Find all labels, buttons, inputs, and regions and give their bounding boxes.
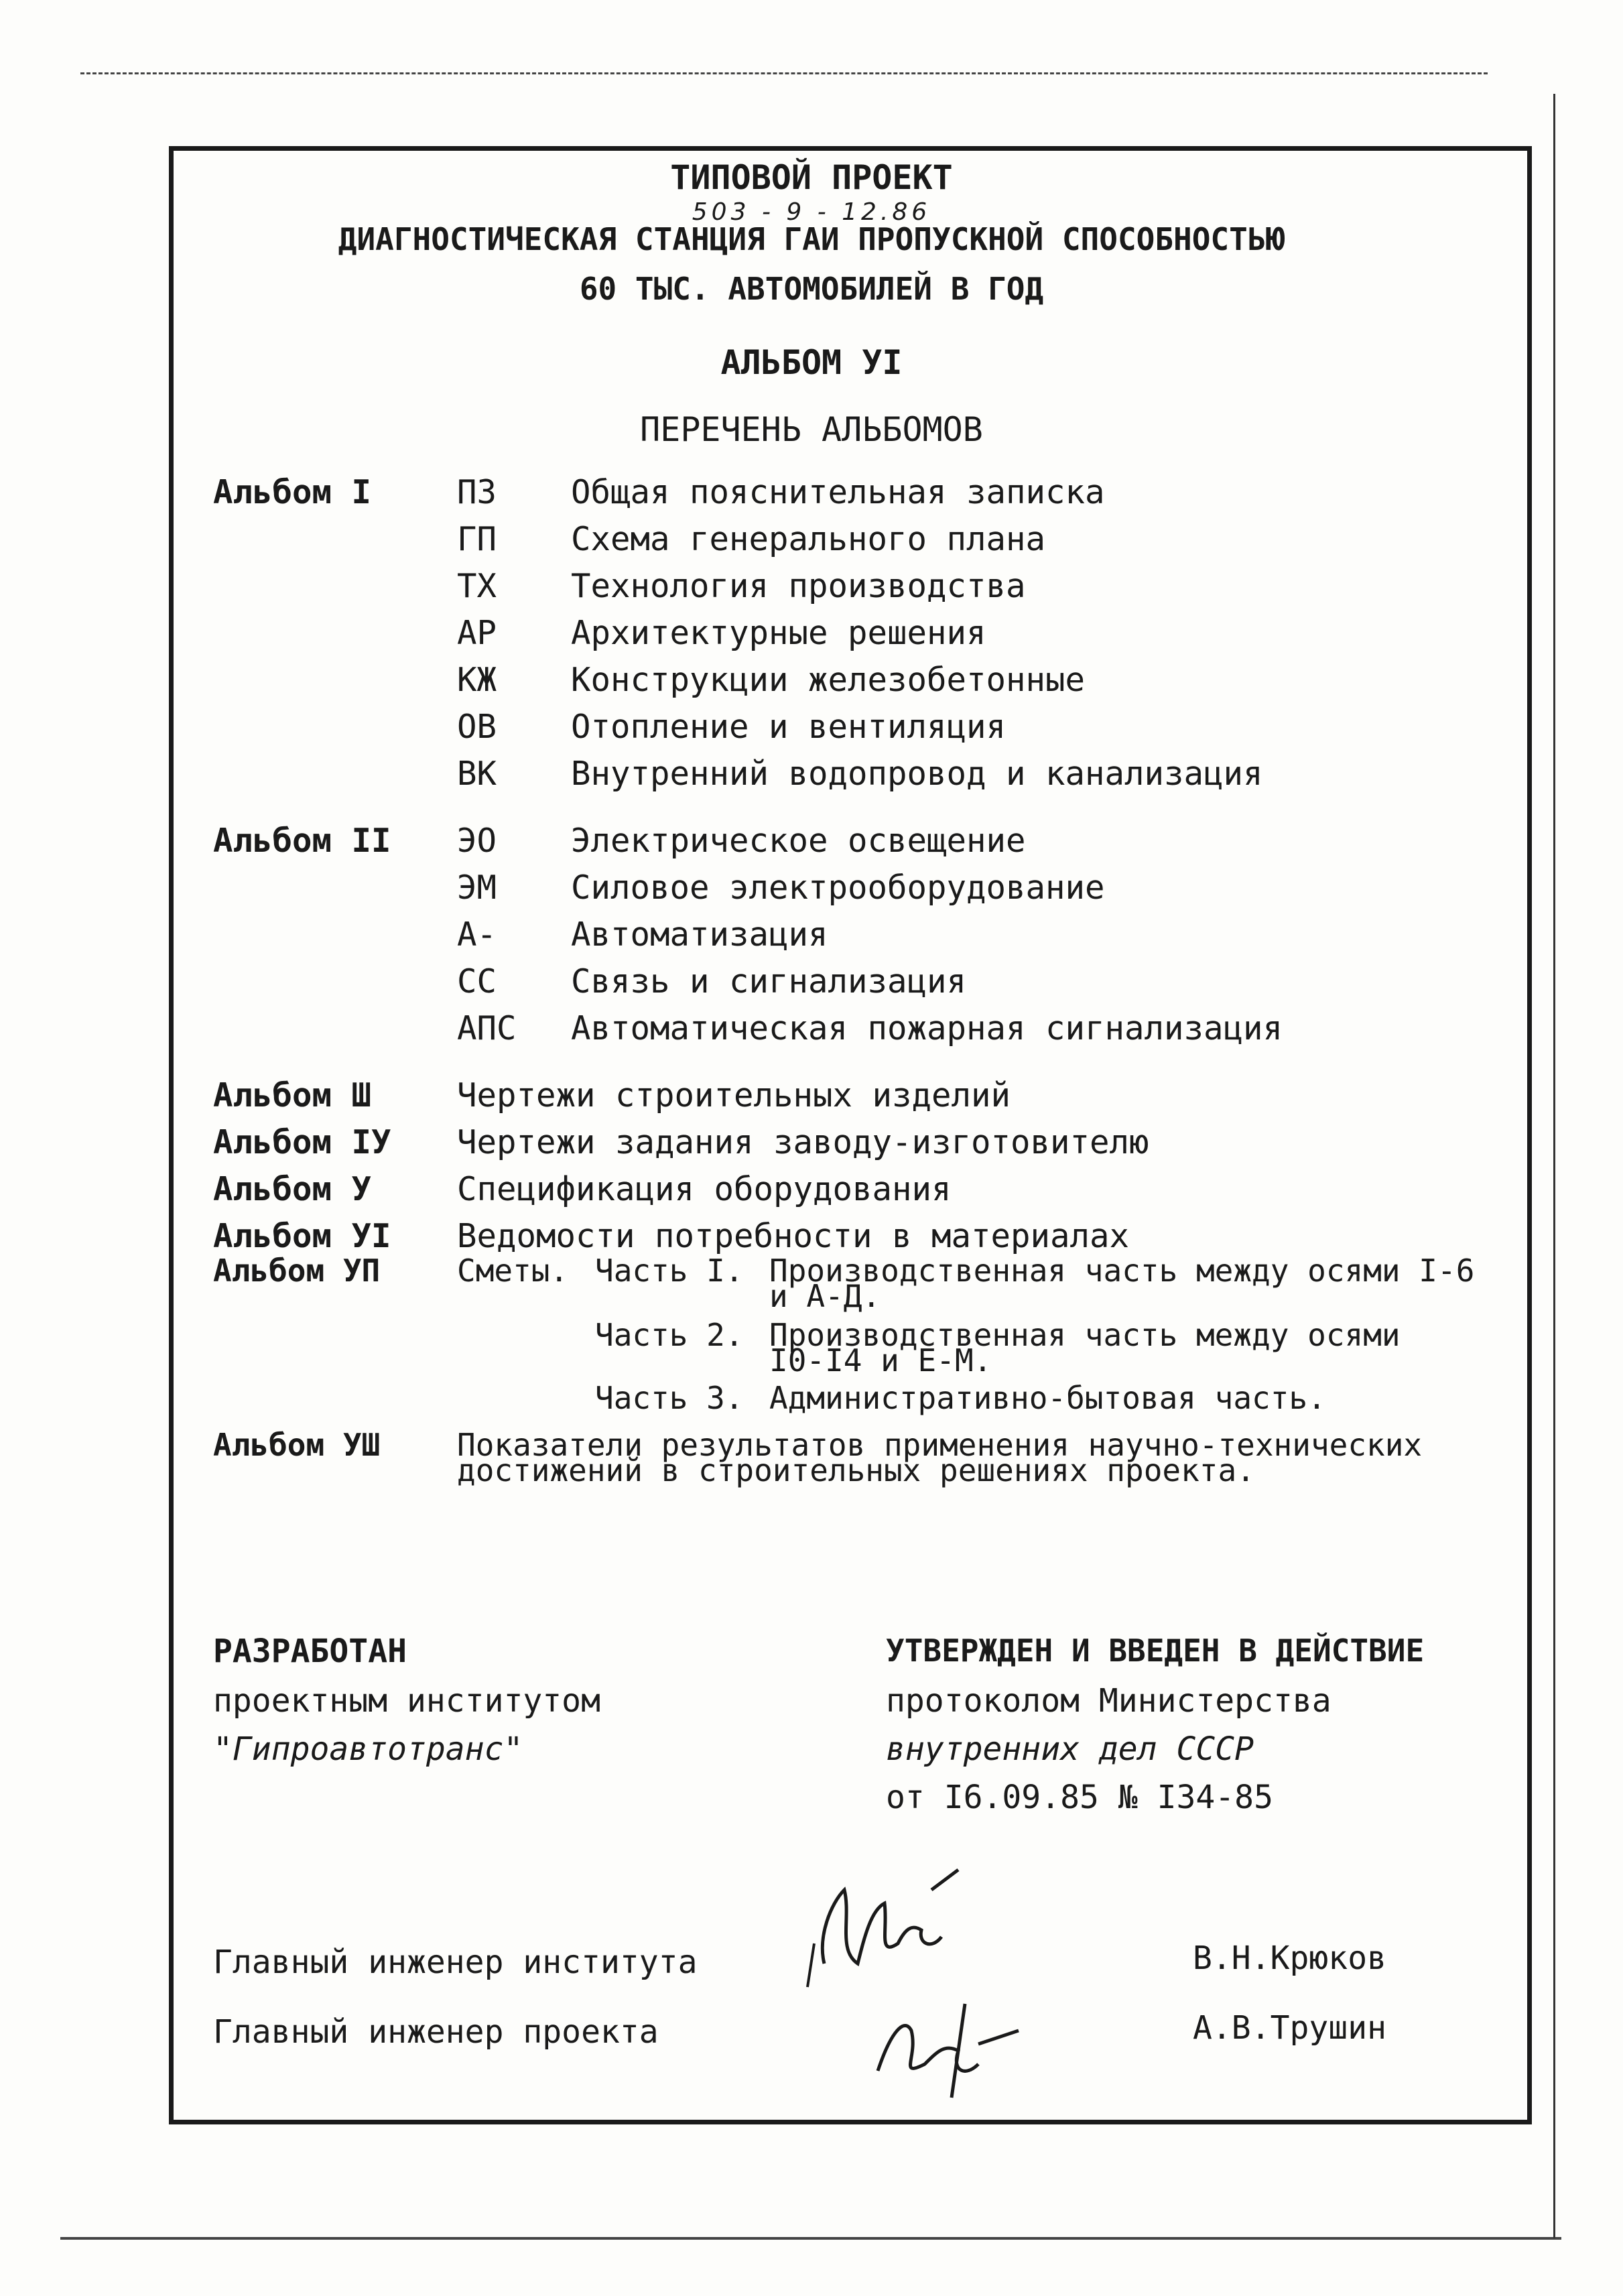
list-heading: ПЕРЕЧЕНЬ АЛЬБОМОВ <box>640 410 983 449</box>
album-1-text-6: Отопление и вентиляция <box>571 708 1007 746</box>
album-1-label: Альбом I <box>213 473 372 511</box>
part-3-line1: Административно-бытовая часть. <box>769 1380 1326 1416</box>
album-5-label: Альбом У <box>213 1170 372 1208</box>
album-1-code-2: ГП <box>457 520 497 558</box>
signature-role-1: Главный инженер института <box>213 1943 698 1981</box>
album-2-code-3: А- <box>457 915 497 954</box>
scan-edge-top <box>80 72 1488 74</box>
signature-role-2: Главный инженер проекта <box>213 2013 659 2051</box>
part-1-line2: и А-Д. <box>769 1278 881 1314</box>
approval-heading: УТВЕРЖДЕН И ВВЕДЕН В ДЕЙСТВИЕ <box>886 1633 1425 1669</box>
part-2-line2: I0-I4 и Е-М. <box>769 1342 992 1379</box>
part-2-label: Часть 2. <box>595 1317 744 1353</box>
album-3-text: Чертежи строительных изделий <box>457 1076 1011 1114</box>
album-2-code-1: ЭО <box>457 822 497 860</box>
album-1-text-3: Технология производства <box>571 567 1026 605</box>
album-2-text-1: Электрическое освещение <box>571 822 1026 860</box>
album-7 <box>0 1253 1623 1418</box>
part-2-line1: Производственная часть между осями <box>769 1317 1401 1353</box>
album-1-code-7: ВК <box>457 755 497 793</box>
album-6-text: Ведомости потребности в материалах <box>457 1217 1130 1255</box>
developer-line2: "Гипроавтотранс" <box>213 1730 523 1768</box>
album-2-code-4: СС <box>457 962 497 1001</box>
album-2-list <box>0 822 1623 1063</box>
album-2-text-2: Силовое электрооборудование <box>571 869 1105 907</box>
document-title: ТИПОВОЙ ПРОЕКТ <box>670 158 953 197</box>
album-1-list <box>0 473 1623 808</box>
album-1-text-5: Конструкции железобетонные <box>571 661 1086 699</box>
album-1-text-1: Общая пояснительная записка <box>571 473 1105 511</box>
album-8-label: Альбом УШ <box>213 1427 381 1463</box>
album-2-text-5: Автоматическая пожарная сигнализация <box>571 1009 1283 1047</box>
album-1-text-4: Архитектурные решения <box>571 614 986 652</box>
album-1-code-3: ТХ <box>457 567 497 605</box>
album-1-text-2: Схема генерального плана <box>571 520 1046 558</box>
album-8 <box>0 1427 1623 1505</box>
album-2-text-4: Связь и сигнализация <box>571 962 967 1001</box>
developer-heading: РАЗРАБОТАН <box>213 1633 407 1670</box>
album-1-code-5: КЖ <box>457 661 497 699</box>
album-8-line1: Показатели результатов применения научно-технических <box>457 1427 1423 1463</box>
album-3-label: Альбом Ш <box>213 1076 372 1114</box>
album-2-code-5: АПС <box>457 1009 517 1047</box>
album-4-text: Чертежи задания заводу-изготовителю <box>457 1123 1149 1161</box>
approval-line2: внутренних дел СССР <box>886 1730 1254 1768</box>
album-5-text: Спецификация оборудования <box>457 1170 952 1208</box>
album-1-code-4: АР <box>457 614 497 652</box>
part-3-label: Часть 3. <box>595 1380 744 1416</box>
approval-line1: протоколом Министерства <box>886 1682 1332 1720</box>
subtitle-line1: ДИАГНОСТИЧЕСКАЯ СТАНЦИЯ ГАИ ПРОПУСКНОЙ СПОСОБНОСТЬЮ <box>338 221 1285 257</box>
part-1-label: Часть I. <box>595 1253 744 1289</box>
album-1-code-1: ПЗ <box>457 473 497 511</box>
album-2-code-2: ЭМ <box>457 869 497 907</box>
album-4-label: Альбом IУ <box>213 1123 391 1161</box>
album-7-smety: Сметы. <box>457 1253 569 1289</box>
scan-edge-bottom <box>60 2237 1561 2240</box>
album-6-label: Альбом УI <box>213 1217 391 1255</box>
album-heading: АЛЬБОМ УI <box>720 343 903 382</box>
album-1-text-7: Внутренний водопровод и канализация <box>571 755 1263 793</box>
album-2-label: Альбом II <box>213 822 391 860</box>
albums-3-6 <box>0 1076 1623 1271</box>
subtitle-line2: 60 ТЫС. АВТОМОБИЛЕЙ В ГОД <box>579 271 1044 307</box>
developer-line1: проектным институтом <box>213 1682 600 1720</box>
handwritten-signature-2 <box>864 1990 1039 2104</box>
project-code: 503 - 9 - 12.86 <box>692 198 931 226</box>
signature-name-1: В.Н.Крюков <box>1193 1939 1386 1977</box>
handwritten-signature-1 <box>797 1863 985 1997</box>
album-7-label: Альбом УП <box>213 1253 381 1289</box>
signature-name-2: А.В.Трушин <box>1193 2009 1386 2047</box>
album-1-code-6: ОВ <box>457 708 497 746</box>
album-2-text-3: Автоматизация <box>571 915 828 954</box>
part-1-line1: Производственная часть между осями I-6 <box>769 1253 1475 1289</box>
album-8-line2: достижений в строительных решениях проекта. <box>457 1452 1255 1488</box>
approval-line3: от I6.09.85 № I34-85 <box>886 1779 1273 1816</box>
